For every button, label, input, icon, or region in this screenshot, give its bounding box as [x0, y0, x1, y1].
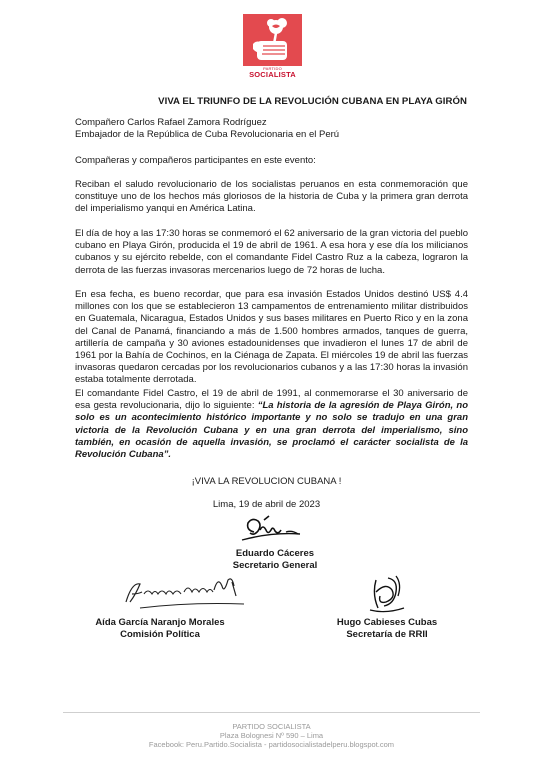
signatory-naranjo [80, 617, 240, 641]
letter-title: VIVA EL TRIUNFO DE LA REVOLUCIÓN CUBANA EN PLAYA GIRÓN [158, 96, 467, 107]
addressee-title: Embajador de la República de Cuba Revolucionaria en el Perú [75, 129, 340, 141]
signature-naranjo [120, 572, 250, 614]
signatory-caceres [216, 548, 334, 572]
greeting: Compañeras y compañeros participantes en este evento: [75, 155, 316, 166]
logo-text-big: SOCIALISTA [249, 70, 296, 79]
signatory-caceres-name: Eduardo Cáceres [235, 548, 315, 559]
paragraph-3: En esa fecha, es bueno recordar, que para esa invasión Estados Unidos destinó US$ 4.4 millones con los que se establecieron 13 campamentos de entrenamiento militar distribuidos en Guatemala, Nicaragua, Estados Unidos y sus bases militares en Puerto Rico y en la zona del Canal de Panamá, financiando a más de 1.500 hombres armados, tanques de guerra, artillería de campaña y 30 aviones estadounidenses que invadieron el lunes 17 de abril de 1961 por la Bahía de Cochinos, en la Ciénaga de Zapata. El miércoles 19 de abril las fuerzas invasoras quedaron cercadas por los revolucionarios cubanos y a las 17:30 horas la invasión estaba totalmente derrotada. [75, 289, 468, 386]
signatory-cabieses [326, 617, 448, 641]
footer-party-name: PARTIDO SOCIALISTA [232, 722, 311, 731]
logo-text-small: PARTIDO [263, 66, 282, 71]
fidel-quote: “La historia de la agresión de Playa Girón, no solo es un acontecimiento histórico importante y no solo se tradujo en una gran victoria de la Revolución Cubana y en una gran derrota del imperialismo, sino también, en ocasión de aquella invasión, se proclamó el carácter socialista de la Revolución Cubana”. [75, 400, 468, 461]
footer-contact: Facebook: Peru.Partido.Socialista - partidosocialistadelperu.blogspot.com [148, 740, 395, 749]
signatory-caceres-role: Secretario General [232, 560, 318, 571]
footer-address: Plaza Bolognesi Nº 590 – Lima [219, 731, 324, 740]
signatory-cabieses-role: Secretaría de RRII [346, 629, 428, 640]
letter-date: Lima, 19 de abril de 2023 [212, 499, 321, 510]
paragraph-1: Reciban el saludo revolucionario de los socialistas peruanos en esta conmemoración que constituye uno de los hechos más gloriosos de la historia de Cuba y la primera gran derrota del imperialismo yanqui en América Latina. [75, 179, 468, 215]
signatory-naranjo-role: Comisión Política [120, 629, 200, 640]
addressee-block [75, 117, 468, 141]
paragraph-4 [75, 388, 468, 461]
signature-cabieses [362, 570, 410, 618]
rose-fist-icon [243, 14, 302, 66]
signature-caceres [236, 512, 306, 548]
addressee-name: Compañero Carlos Rafael Zamora Rodríguez [75, 117, 267, 128]
party-logo [243, 14, 302, 80]
paragraph-4-intro: El comandante Fidel Castro, el 19 de abril de 1991, al conmemorarse el 30 aniversario de esa gesta revolucionaria, dijo lo siguiente: [75, 388, 468, 412]
signatory-cabieses-name: Hugo Cabieses Cubas [336, 617, 438, 628]
closing-viva: ¡VIVA LA REVOLUCION CUBANA ! [191, 476, 342, 487]
signatory-naranjo-name: Aída García Naranjo Morales [95, 617, 225, 628]
paragraph-2: El día de hoy a las 17:30 horas se conmemoró el 62 aniversario de la gran victoria del pueblo cubano en Playa Girón, producida el 19 de abril de 1961. A esa hora y ese día los milicianos cubanos y su ejército rebelde, con el comandante Fidel Castro Ruz a la cabeza, lograron la derrota de las fuerzas invasoras mercenarios luego de 72 horas de lucha. [75, 228, 468, 276]
footer-divider [63, 712, 480, 713]
